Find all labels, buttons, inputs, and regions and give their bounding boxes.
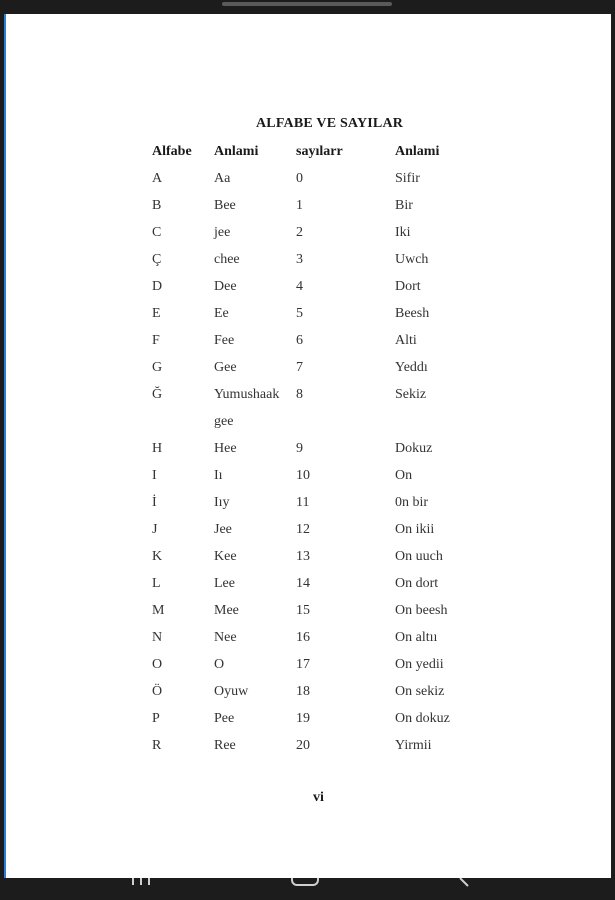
cell-letter-name: Pee (214, 711, 235, 726)
cell-number-word: Yirmii (395, 738, 432, 753)
device-top-bezel (0, 0, 615, 14)
home-icon[interactable] (291, 878, 319, 886)
recents-icon[interactable] (128, 878, 158, 888)
cell-number-word: On altıı (395, 630, 438, 645)
cell-number-word: Iki (395, 225, 411, 240)
cell-letter-name: Bee (214, 198, 236, 213)
cell-letter: L (152, 576, 161, 591)
cell-number: 9 (296, 441, 303, 456)
table-row (148, 489, 485, 516)
cell-number-word: Yeddı (395, 360, 428, 375)
table-row (148, 732, 485, 759)
table-row (148, 300, 485, 327)
cell-number: 19 (296, 711, 310, 726)
cell-number: 12 (296, 522, 310, 537)
table-row (148, 246, 485, 273)
cell-letter: P (152, 711, 160, 726)
cell-number-word: On ikii (395, 522, 435, 537)
cell-letter: M (152, 603, 165, 618)
cell-letter-name: Oyuw (214, 684, 249, 699)
cell-letter-name: Iı (214, 468, 223, 483)
table-body (148, 165, 485, 759)
cell-letter: J (152, 522, 158, 537)
cell-number-word: Dokuz (395, 441, 433, 456)
cell-letter: I (152, 468, 157, 483)
document-title: ALFABE VE SAYILAR (256, 116, 404, 131)
cell-letter-name: O (214, 657, 225, 672)
cell-number: 4 (296, 279, 303, 294)
cell-number-word: On sekiz (395, 684, 445, 699)
table-header-row (148, 138, 485, 165)
cell-letter-name: Iıy (214, 495, 230, 510)
cell-letter-name: Mee (214, 603, 239, 618)
table-row (148, 327, 485, 354)
table-row (148, 273, 485, 300)
cell-letter-name: Dee (214, 279, 237, 294)
table-row (148, 219, 485, 246)
cell-letter: H (152, 441, 163, 456)
cell-number-word: On dort (395, 576, 439, 591)
cell-number: 18 (296, 684, 310, 699)
cell-letter: N (152, 630, 163, 645)
cell-letter: E (152, 306, 161, 321)
table-row (148, 381, 485, 435)
cell-number-word: Sekiz (395, 387, 427, 402)
table-row (148, 462, 485, 489)
cell-letter: K (152, 549, 163, 564)
speaker-grille (222, 2, 392, 6)
cell-number: 3 (296, 252, 303, 267)
cell-letter-name: Lee (214, 576, 235, 591)
cell-letter-name: chee (214, 252, 240, 267)
cell-number-word: Alti (395, 333, 417, 348)
cell-number: 11 (296, 495, 310, 510)
cell-number-word: Dort (395, 279, 421, 294)
cell-number-word: Sifir (395, 171, 420, 186)
cell-letter-name: Yumushaak gee (214, 387, 280, 429)
cell-letter: C (152, 225, 162, 240)
cell-number: 1 (296, 198, 303, 213)
cell-number: 17 (296, 657, 310, 672)
cell-letter-name: Nee (214, 630, 237, 645)
cell-letter-name: Kee (214, 549, 237, 564)
cell-letter: R (152, 738, 162, 753)
cell-number: 2 (296, 225, 303, 240)
table-row (148, 597, 485, 624)
navigation-bar (0, 878, 615, 900)
cell-letter: Ö (152, 684, 163, 699)
header-sayilar: sayılarr (296, 143, 343, 159)
alphabet-numbers-table (148, 138, 485, 759)
table-row (148, 624, 485, 651)
cell-letter: Ğ (152, 387, 163, 402)
cell-letter: Ç (152, 252, 162, 267)
header-anlami-numbers: Anlami (395, 143, 440, 159)
cell-number: 10 (296, 468, 310, 483)
cell-number: 13 (296, 549, 310, 564)
cell-letter-name: Gee (214, 360, 237, 375)
cell-number-word: On (395, 468, 413, 483)
cell-number-word: On uuch (395, 549, 443, 564)
cell-letter-name: Hee (214, 441, 237, 456)
cell-letter: O (152, 657, 163, 672)
cell-number-word: Beesh (395, 306, 430, 321)
cell-number-word: On dokuz (395, 711, 450, 726)
table-row (148, 651, 485, 678)
cell-letter-name: Ree (214, 738, 236, 753)
cell-number: 5 (296, 306, 303, 321)
cell-letter: A (152, 171, 163, 186)
table-row (148, 516, 485, 543)
table-row (148, 192, 485, 219)
header-alfabe: Alfabe (152, 143, 192, 159)
cell-number-word: Bir (395, 198, 413, 213)
cell-letter: B (152, 198, 162, 213)
table-row (148, 354, 485, 381)
table-row (148, 678, 485, 705)
cell-number-word: 0n bir (395, 495, 429, 510)
cell-number: 7 (296, 360, 303, 375)
table-row (148, 570, 485, 597)
header-anlami-letters: Anlami (214, 143, 259, 159)
cell-number: 0 (296, 171, 303, 186)
cell-number: 6 (296, 333, 303, 348)
cell-number-word: Uwch (395, 252, 429, 267)
cell-letter: İ (152, 495, 157, 510)
table-row (148, 705, 485, 732)
page-number: vi (313, 790, 324, 805)
cell-letter: F (152, 333, 160, 348)
cell-number: 15 (296, 603, 310, 618)
table-row (148, 543, 485, 570)
cell-letter-name: Aa (214, 171, 231, 186)
cell-letter-name: Ee (214, 306, 229, 321)
cell-letter-name: jee (214, 225, 231, 240)
cell-number: 14 (296, 576, 310, 591)
back-icon[interactable] (458, 878, 472, 888)
cell-letter: D (152, 279, 163, 294)
cell-letter-name: Jee (214, 522, 232, 537)
cell-letter: G (152, 360, 163, 375)
table-row (148, 165, 485, 192)
cell-number-word: On yedii (395, 657, 444, 672)
cell-number: 8 (296, 387, 303, 402)
cell-number: 20 (296, 738, 310, 753)
cell-letter-name: Fee (214, 333, 235, 348)
cell-number-word: On beesh (395, 603, 448, 618)
cell-number: 16 (296, 630, 310, 645)
table-row (148, 435, 485, 462)
